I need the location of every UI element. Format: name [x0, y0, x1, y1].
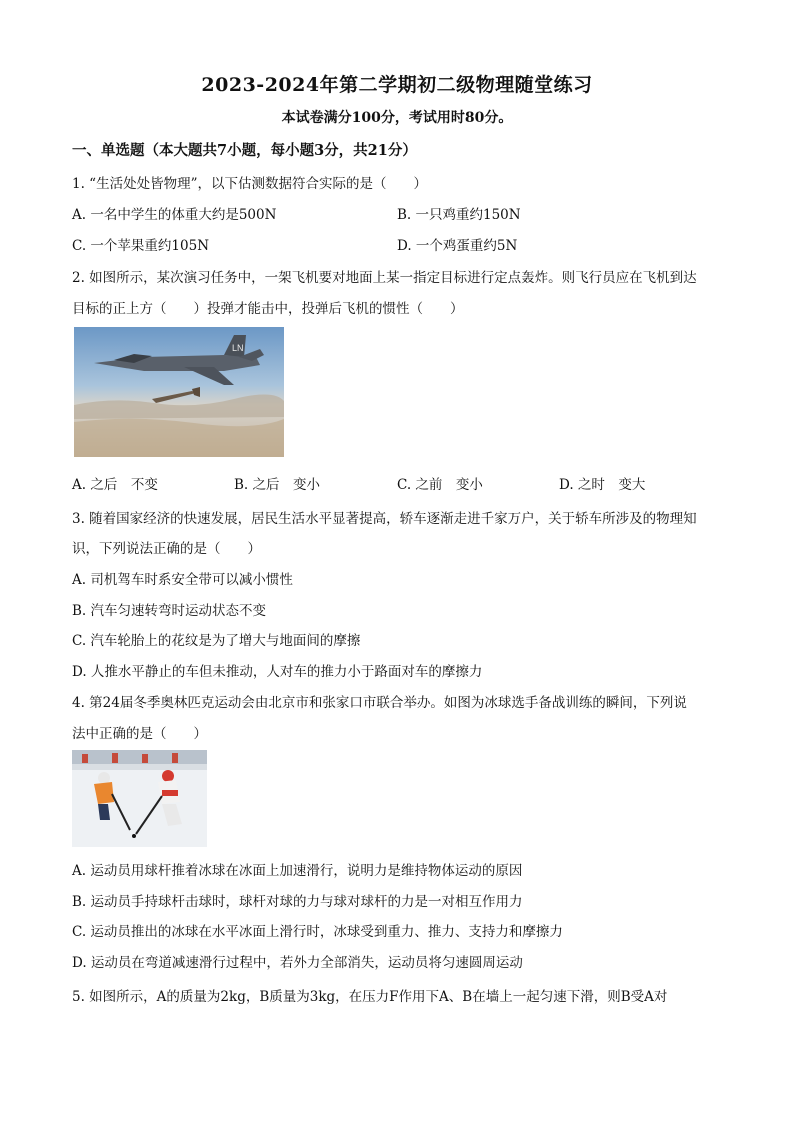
- q3-stem-line1: 3. 随着国家经济的快速发展，居民生活水平显著提高，轿车逐渐走进千家万户，关于轿车所涉及的物理知: [72, 511, 697, 527]
- q1-option-b: B. 一只鸡重约150N: [397, 207, 521, 223]
- q2-option-d: D. 之时 变大: [559, 477, 646, 493]
- q4-stem-line2: 法中正确的是（ ）: [72, 726, 207, 742]
- q2-stem-line1: 2. 如图所示，某次演习任务中，一架飞机要对地面上某一指定目标进行定点轰炸。则飞行员应在飞机到达: [72, 270, 697, 286]
- jet-tail-label: LN: [232, 343, 244, 353]
- q2-option-a: A. 之后 不变: [72, 477, 158, 493]
- ice-hockey-image: [72, 750, 207, 847]
- q1-stem: 1. “生活处处皆物理”，以下估测数据符合实际的是（ ）: [72, 176, 427, 192]
- q1-option-c: C. 一个苹果重约105N: [72, 238, 210, 254]
- q3-option-b: B. 汽车匀速转弯时运动状态不变: [72, 603, 267, 619]
- section-heading: 一、单选题（本大题共7小题，每小题3分，共21分）: [72, 142, 417, 159]
- q4-option-b: B. 运动员手持球杆击球时，球杆对球的力与球对球杆的力是一对相互作用力: [72, 894, 523, 910]
- fighter-jet-image: [74, 327, 284, 457]
- page-title: 2023-2024年第二学期初二级物理随堂练习: [201, 74, 593, 96]
- q1-option-d: D. 一个鸡蛋重约5N: [397, 238, 518, 254]
- q2-option-b: B. 之后 变小: [234, 477, 321, 493]
- q2-stem-line2: 目标的正上方（ ）投弹才能击中，投弹后飞机的惯性（ ）: [72, 301, 464, 317]
- q1-option-a: A. 一名中学生的体重大约是500N: [72, 207, 277, 223]
- q4-option-d: D. 运动员在弯道减速滑行过程中，若外力全部消失，运动员将匀速圆周运动: [72, 955, 523, 971]
- q3-option-a: A. 司机驾车时系安全带可以减小惯性: [72, 572, 293, 588]
- q3-option-d: D. 人推水平静止的车但未推动，人对车的推力小于路面对车的摩擦力: [72, 664, 483, 680]
- q4-option-a: A. 运动员用球杆推着冰球在冰面上加速滑行，说明力是维持物体运动的原因: [72, 863, 523, 879]
- q4-stem-line1: 4. 第24届冬季奥林匹克运动会由北京市和张家口市联合举办。如图为冰球选手备战训练的瞬间，下列说: [72, 695, 687, 711]
- q2-option-c: C. 之前 变小: [397, 477, 483, 493]
- q3-stem-line2: 识，下列说法正确的是（ ）: [72, 541, 261, 557]
- exam-info: 本试卷满分100分，考试用时80分。: [281, 110, 513, 126]
- q4-option-c: C. 运动员推出的冰球在水平冰面上滑行时，冰球受到重力、推力、支持力和摩擦力: [72, 924, 563, 940]
- q3-option-c: C. 汽车轮胎上的花纹是为了增大与地面间的摩擦: [72, 633, 361, 649]
- q5-stem-line1: 5. 如图所示，A的质量为2kg，B质量为3kg，在压力F作用下A、B在墙上一起匀速下滑，则B受A对: [72, 989, 668, 1005]
